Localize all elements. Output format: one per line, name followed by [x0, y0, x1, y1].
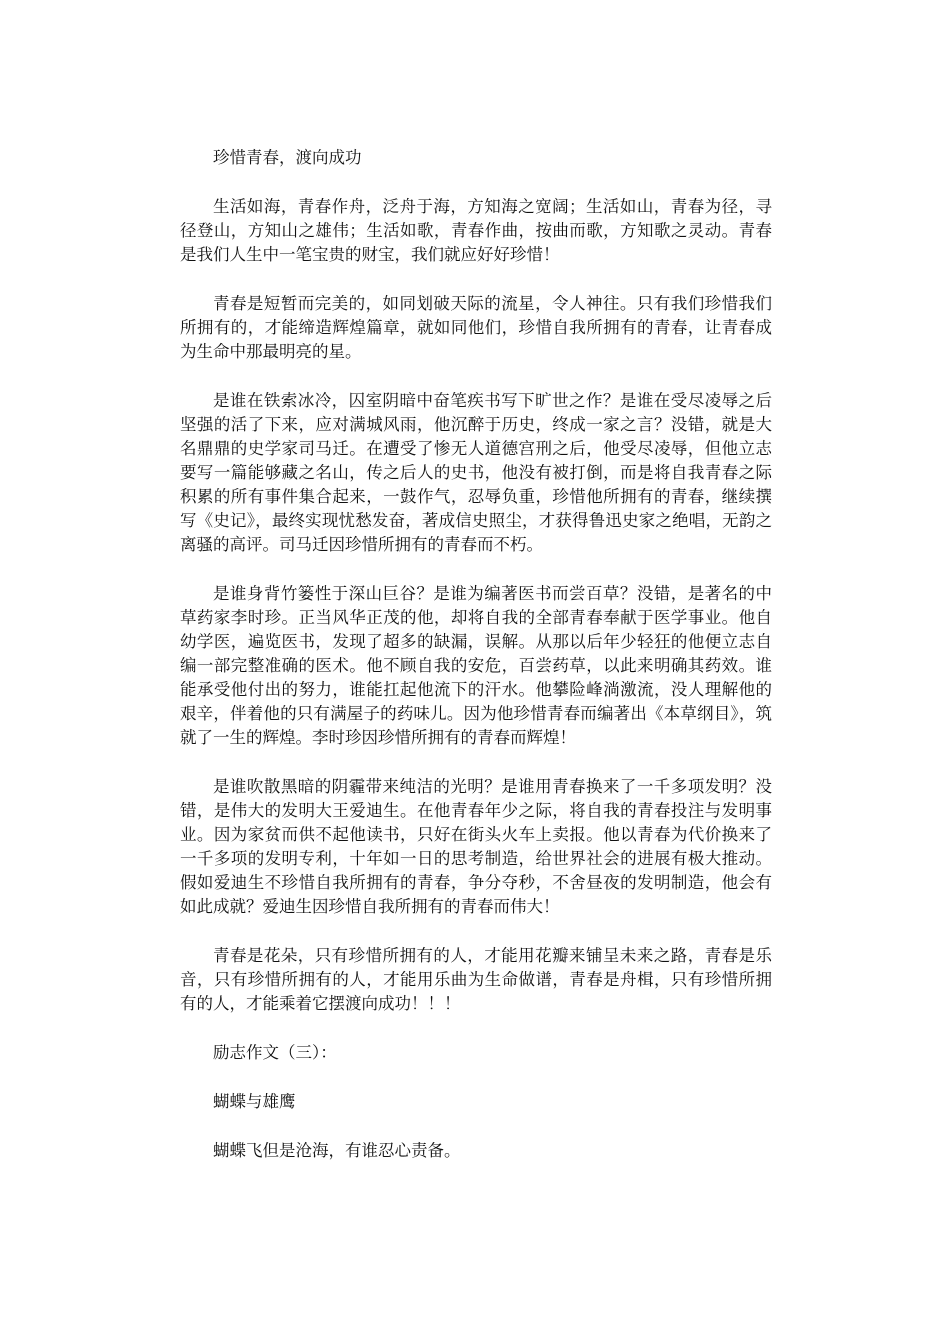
paragraph-butterfly: 蝴蝶飞但是沧海，有谁忍心责备。	[213, 1141, 461, 1160]
paragraph-li-shizhen: 是谁身背竹篓性于深山巨谷？是谁为编著医书而尝百草？没错，是著名的中草药家李时珍。正当风华正茂的他，却将自我的全部青春奉献于医学事业。他自幼学医，遍览医书，发现了超多的缺漏，误解。从那以后年少轻狂的他便立志自编一部完整准确的医术。他不顾自我的安危，百尝药草，以此来明确其药效。谁能承受他付出的努力，谁能扛起他流下的汗水。他攀险峰淌激流，没人理解他的艰辛，伴着他的只有满屋子的药味儿。因为他珍惜青春而编著出《本草纲目》，筑就了一生的辉煌。李时珍因珍惜所拥有的青春而辉煌！	[180, 584, 772, 747]
article-title: 珍惜青春，渡向成功	[213, 148, 362, 167]
section-heading: 励志作文（三）：	[213, 1043, 337, 1062]
paragraph-youth: 青春是短暂而完美的，如同划破天际的流星，令人神往。只有我们珍惜我们所拥有的，才能缔造辉煌篇章，就如同他们，珍惜自我所拥有的青春，让青春成为生命中那最明亮的星。	[180, 294, 772, 361]
paragraph-intro: 生活如海，青春作舟，泛舟于海，方知海之宽阔；生活如山，青春为径，寻径登山，方知山之雄伟；生活如歌，青春作曲，按曲而歌，方知歌之灵动。青春是我们人生中一笔宝贵的财宝，我们就应好好珍惜！	[180, 197, 772, 264]
subsection-title: 蝴蝶与雄鹰	[213, 1092, 296, 1111]
paragraph-sima-qian: 是谁在铁索冰冷，囚室阴暗中奋笔疾书写下旷世之作？是谁在受尽凌辱之后坚强的活了下来，应对满城风雨，他沉醉于历史，终成一家之言？没错，就是大名鼎鼎的史学家司马迁。在遭受了惨无人道德宫刑之后，他受尽凌辱，但他立志要写一篇能够藏之名山，传之后人的史书，他没有被打倒，而是将自我青春之际积累的所有事件集合起来，一鼓作气，忍辱负重，珍惜他所拥有的青春，继续撰写《史记》，最终实现忧愁发奋，著成信史照尘，才获得鲁迅史家之绝唱，无韵之离骚的高评。司马迁因珍惜所拥有的青春而不朽。	[180, 391, 772, 554]
document-body	[180, 146, 772, 1163]
paragraph-conclusion: 青春是花朵，只有珍惜所拥有的人，才能用花瓣来铺呈未来之路，青春是乐音，只有珍惜所拥有的人，才能用乐曲为生命做谱，青春是舟楫，只有珍惜所拥有的人，才能乘着它摆渡向成功！！！	[180, 946, 772, 1013]
paragraph-edison: 是谁吹散黑暗的阴霾带来纯洁的光明？是谁用青春换来了一千多项发明？没错，是伟大的发明大王爱迪生。在他青春年少之际，将自我的青春投注与发明事业。因为家贫而供不起他读书，只好在街头火车上卖报。他以青春为代价换来了一千多项的发明专利，十年如一日的思考制造，给世界社会的进展有极大推动。假如爱迪生不珍惜自我所拥有的青春，争分夺秒，不舍昼夜的发明制造，他会有如此成就？爱迪生因珍惜自我所拥有的青春而伟大！	[180, 777, 772, 916]
